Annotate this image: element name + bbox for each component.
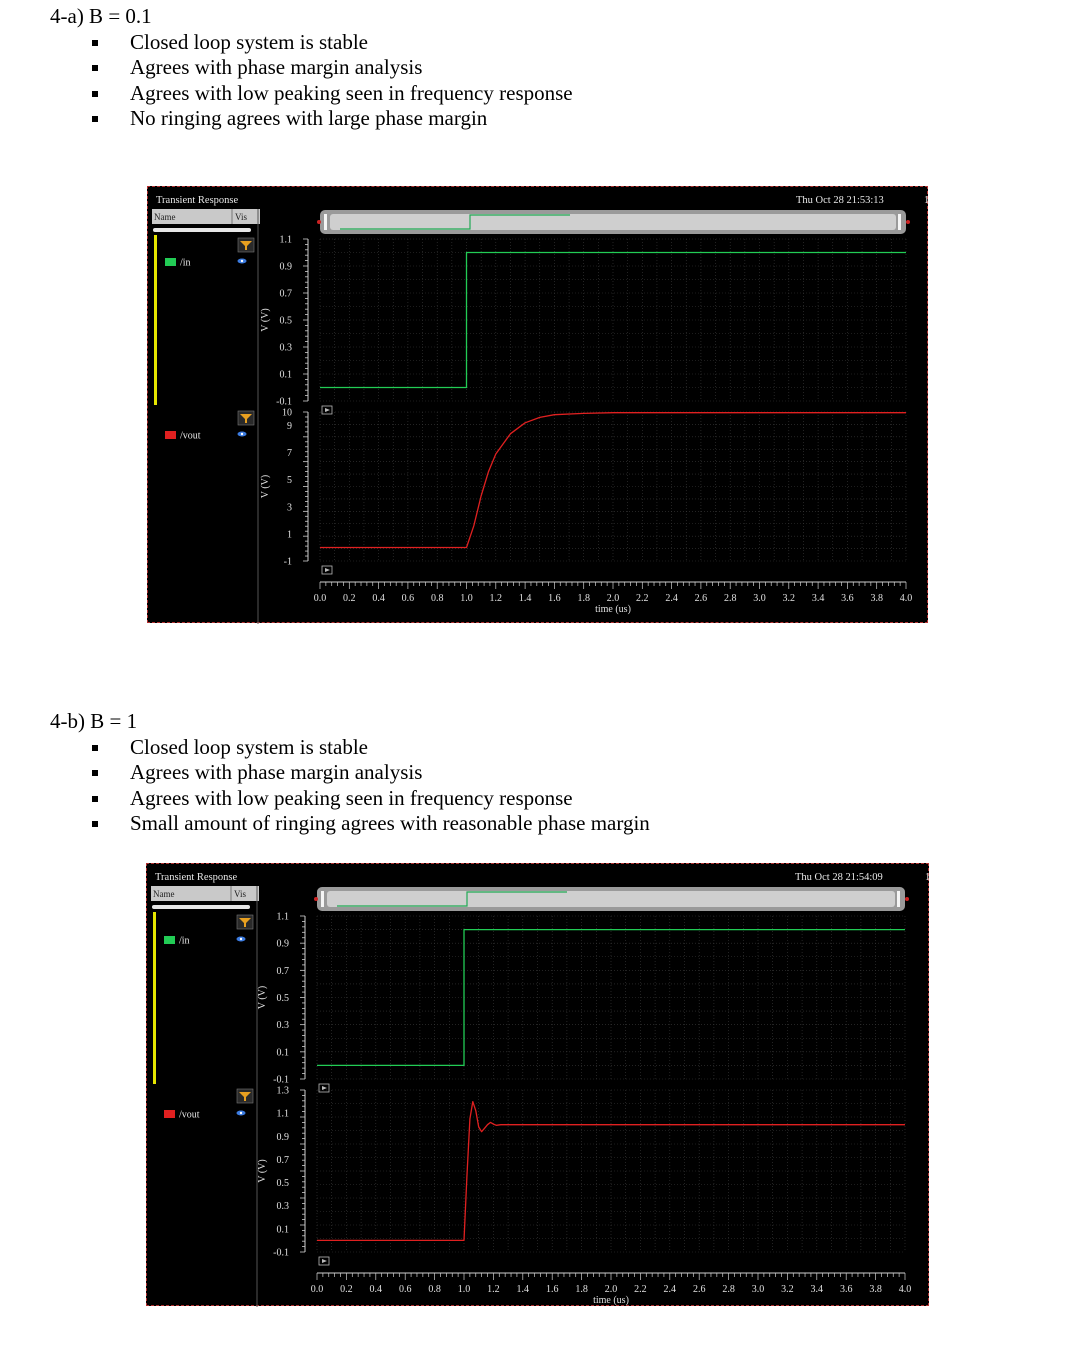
y-tick-label: 1 <box>287 529 292 541</box>
y-tick-label: 0.5 <box>279 315 292 327</box>
y-tick-label: 1.1 <box>276 1108 289 1120</box>
bullet-item: Agrees with low peaking seen in frequency response <box>90 786 650 811</box>
y-tick-label: 0.3 <box>279 342 292 354</box>
x-tick-label: 2.6 <box>692 1284 706 1295</box>
y-tick-label: 0.7 <box>279 288 292 300</box>
vis-column-label: Vis <box>234 889 246 899</box>
panel-marker-icon <box>322 1259 327 1263</box>
x-axis-title: time (us) <box>593 1295 629 1306</box>
signal-label-0: /in <box>179 935 190 947</box>
y-tick-label: 9 <box>287 421 292 433</box>
scrollbar-left-handle <box>321 891 324 907</box>
visibility-eye-pupil <box>241 260 243 262</box>
y-axis-title: V (V) <box>257 985 268 1010</box>
bullet-square-icon <box>92 770 98 776</box>
bullet-square-icon <box>92 116 98 122</box>
y-tick-label: 0.3 <box>276 1020 289 1032</box>
x-tick-label: 3.0 <box>751 1284 765 1295</box>
y-tick-label: 0.9 <box>279 261 292 273</box>
name-column-label: Name <box>153 889 175 899</box>
x-tick-label: 2.0 <box>606 593 620 604</box>
x-tick-label: 0.4 <box>372 593 385 604</box>
panel-marker-icon <box>322 1086 327 1090</box>
x-tick-label: 3.2 <box>782 593 796 604</box>
bullet-item: No ringing agrees with large phase margin <box>90 106 573 131</box>
x-tick-label: 1.2 <box>487 1284 500 1295</box>
y-tick-label: -0.1 <box>276 396 292 408</box>
signal-swatch-1 <box>165 431 176 439</box>
bullet-item: Agrees with low peaking seen in frequency response <box>90 81 573 106</box>
x-tick-label: 1.0 <box>457 1284 471 1295</box>
y-tick-label: 0.3 <box>276 1201 289 1213</box>
zoom-scrollbar-thumb <box>327 891 895 907</box>
name-filter-bar <box>153 228 251 232</box>
x-tick-label: 0.2 <box>343 593 356 604</box>
y-tick-label: 10 <box>282 407 292 419</box>
signal-swatch-0 <box>164 936 175 944</box>
x-tick-label: 2.8 <box>723 593 737 604</box>
x-tick-label: 1.6 <box>548 593 561 604</box>
bullet-square-icon <box>92 91 98 97</box>
selection-bar <box>153 912 156 1084</box>
y-tick-label: 7 <box>287 448 292 460</box>
x-tick-label: 2.2 <box>636 593 649 604</box>
x-tick-label: 1.8 <box>575 1284 588 1295</box>
x-tick-label: 1.8 <box>577 593 590 604</box>
timestamp: Thu Oct 28 21:53:13 <box>796 195 884 206</box>
y-tick-label: 3 <box>287 502 292 514</box>
x-axis-title: time (us) <box>595 604 631 615</box>
selection-bar <box>154 235 157 405</box>
x-tick-label: 3.0 <box>753 593 766 604</box>
transient-plot-a <box>147 186 928 623</box>
signal-swatch-1 <box>164 1110 175 1118</box>
transient-plot-b-svg <box>147 864 930 1307</box>
x-tick-label: 2.6 <box>694 593 708 604</box>
x-tick-label: 3.6 <box>841 593 854 604</box>
x-tick-label: 3.4 <box>810 1284 824 1295</box>
corner-label: 1 <box>925 872 931 883</box>
x-tick-label: 0.6 <box>398 1284 412 1295</box>
y-tick-label: 0.5 <box>276 993 289 1004</box>
x-tick-label: 3.8 <box>869 1284 882 1295</box>
bullet-square-icon <box>92 821 98 827</box>
bullet-item: Small amount of ringing agrees with reasonable phase margin <box>90 811 650 836</box>
y-tick-label: 0.1 <box>279 369 292 381</box>
name-column-label: Name <box>154 212 176 222</box>
scrollbar-right-handle <box>897 891 900 907</box>
x-tick-label: 3.8 <box>870 593 883 604</box>
y-tick-label: 0.7 <box>276 1154 289 1166</box>
x-tick-label: 0.6 <box>401 593 415 604</box>
scrollbar-left-handle <box>324 214 327 230</box>
y-tick-label: 1.1 <box>276 911 289 923</box>
x-tick-label: 3.2 <box>781 1284 794 1295</box>
transient-plot-b <box>146 863 929 1306</box>
vis-column-label: Vis <box>235 212 247 222</box>
y-tick-label: 0.5 <box>276 1178 289 1190</box>
transient-plot-a-svg <box>148 187 929 624</box>
section-b-bullets <box>90 735 650 836</box>
x-tick-label: 3.4 <box>811 593 825 604</box>
y-tick-label: 1.3 <box>276 1085 289 1097</box>
x-tick-label: 4.0 <box>898 1284 912 1295</box>
bullet-item: Agrees with phase margin analysis <box>90 55 573 80</box>
y-tick-label: -0.1 <box>273 1247 289 1259</box>
signal-swatch-0 <box>165 258 176 266</box>
y-tick-label: 5 <box>287 475 292 487</box>
x-tick-label: 1.4 <box>516 1284 530 1295</box>
panel-marker-icon <box>325 408 330 412</box>
x-tick-label: 4.0 <box>899 593 913 604</box>
x-tick-label: 0.8 <box>430 593 444 604</box>
y-tick-label: 1.1 <box>279 234 292 246</box>
bullet-item: Closed loop system is stable <box>90 30 573 55</box>
name-filter-bar <box>152 905 250 909</box>
y-tick-label: 0.9 <box>276 1131 289 1143</box>
x-tick-label: 1.6 <box>545 1284 559 1295</box>
x-tick-label: 2.2 <box>634 1284 647 1295</box>
window-title: Transient Response <box>156 195 239 206</box>
window-title: Transient Response <box>155 872 238 883</box>
bullet-square-icon <box>92 745 98 751</box>
x-tick-label: 2.4 <box>663 1284 677 1295</box>
bullet-item: Closed loop system is stable <box>90 735 650 760</box>
scrollbar-right-marker <box>906 220 910 224</box>
y-tick-label: -0.1 <box>273 1074 289 1086</box>
scrollbar-right-handle <box>898 214 901 230</box>
signal-label-1: /vout <box>179 1109 200 1121</box>
timestamp: Thu Oct 28 21:54:09 <box>795 872 883 883</box>
x-tick-label: 0.0 <box>313 593 327 604</box>
scrollbar-left-marker <box>314 897 318 901</box>
scrollbar-left-marker <box>317 220 321 224</box>
signal-label-1: /vout <box>180 430 201 442</box>
visibility-eye-pupil <box>241 433 243 435</box>
bullet-item: Agrees with phase margin analysis <box>90 760 650 785</box>
panel-marker-icon <box>325 568 330 572</box>
y-tick-label: 0.1 <box>276 1224 289 1236</box>
section-a-heading: 4-a) B = 0.1 <box>50 4 152 28</box>
signal-label-0: /in <box>180 257 191 269</box>
corner-label: 1 <box>924 195 930 206</box>
y-axis-title: V (V) <box>257 1159 268 1183</box>
x-tick-label: 2.0 <box>604 1284 618 1295</box>
section-a-bullets <box>90 30 573 131</box>
scrollbar-right-marker <box>905 897 909 901</box>
visibility-eye-pupil <box>240 938 242 940</box>
y-tick-label: 0.9 <box>276 938 289 950</box>
y-tick-label: 0.1 <box>276 1047 289 1059</box>
x-tick-label: 1.0 <box>460 593 473 604</box>
x-tick-label: 1.2 <box>489 593 503 604</box>
x-tick-label: 3.6 <box>839 1284 853 1295</box>
y-tick-label: -1 <box>283 556 292 568</box>
bullet-square-icon <box>92 65 98 71</box>
visibility-eye-pupil <box>240 1112 242 1114</box>
section-b-heading: 4-b) B = 1 <box>50 709 138 733</box>
x-tick-label: 0.4 <box>369 1284 383 1295</box>
y-axis-title: V (V) <box>260 474 271 499</box>
y-axis-title: V (V) <box>260 308 271 332</box>
y-tick-label: 0.7 <box>276 965 289 977</box>
x-tick-label: 0.8 <box>428 1284 441 1295</box>
x-tick-label: 2.4 <box>665 593 678 604</box>
bullet-square-icon <box>92 40 98 46</box>
bullet-square-icon <box>92 796 98 802</box>
x-tick-label: 2.8 <box>722 1284 735 1295</box>
x-tick-label: 0.2 <box>340 1284 353 1295</box>
zoom-scrollbar-thumb <box>330 214 896 230</box>
x-tick-label: 0.0 <box>310 1284 324 1295</box>
series-line-vout <box>320 413 906 548</box>
x-tick-label: 1.4 <box>518 593 532 604</box>
